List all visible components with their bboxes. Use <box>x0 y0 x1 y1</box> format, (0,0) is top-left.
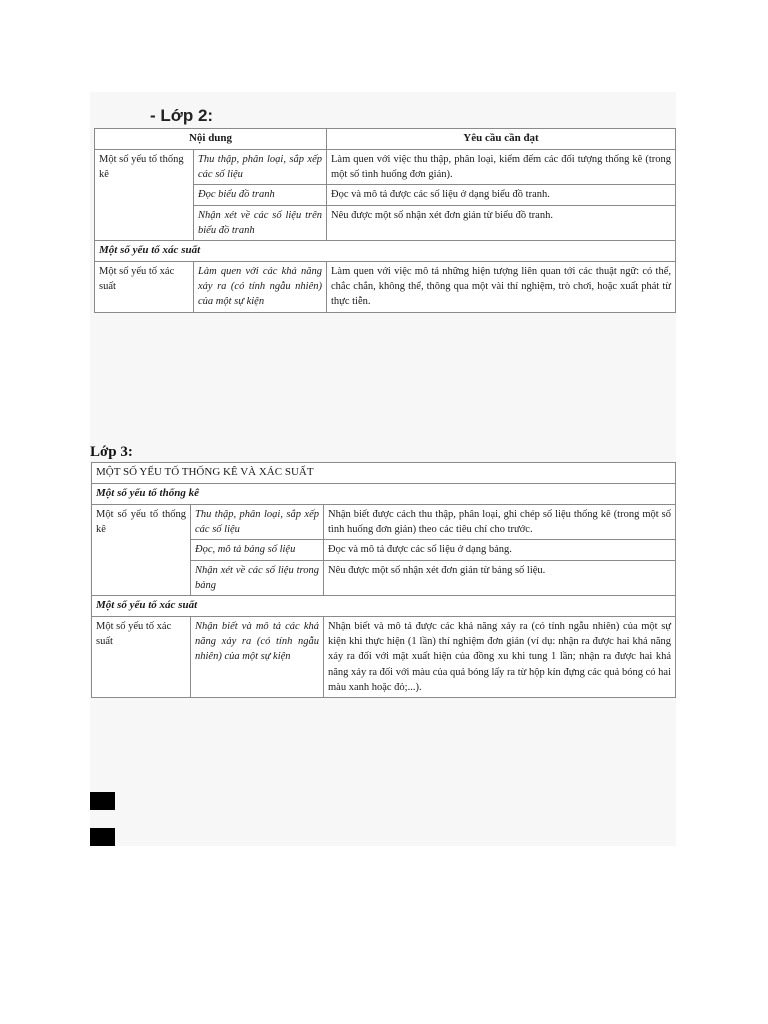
topic-cell: Một số yếu tố thống kê <box>92 504 191 595</box>
table-row <box>92 616 676 697</box>
topic-cell: Một số yếu tố xác suất <box>92 616 191 697</box>
topic-cell: Một số yếu tố xác suất <box>95 261 194 312</box>
section-title: Một số yếu tố xác suất <box>92 595 676 616</box>
content-cell: Thu thập, phân loại, sắp xếp các số liệu <box>194 149 327 184</box>
requirement-cell: Đọc và mô tả được các số liệu ở dạng biểu đồ tranh. <box>327 185 676 205</box>
table-row <box>92 504 676 539</box>
content-cell: Thu thập, phân loại, sắp xếp các số liệu <box>191 504 324 539</box>
lop2-table <box>94 128 676 313</box>
section-title: Một số yếu tố xác suất <box>95 241 676 262</box>
table-title: MỘT SỐ YẾU TỐ THỐNG KÊ VÀ XÁC SUẤT <box>92 463 676 484</box>
content-cell: Nhận xét về các số liệu trong bảng <box>191 560 324 595</box>
requirement-cell: Nhận biết được cách thu thập, phân loại, ghi chép số liệu thống kê (trong một số tình huống đơn giản) theo các tiêu chí cho trước. <box>324 504 676 539</box>
content-cell: Nhận xét về các số liệu trên biểu đồ tranh <box>194 205 327 240</box>
table-row <box>95 149 676 184</box>
title-row <box>92 463 676 484</box>
table-header-row <box>95 129 676 150</box>
section-row <box>95 241 676 262</box>
table-row <box>95 261 676 312</box>
requirement-cell: Đọc và mô tả được các số liệu ở dạng bảng. <box>324 540 676 560</box>
requirement-cell: Nêu được một số nhận xét đơn giản từ bảng số liệu. <box>324 560 676 595</box>
section-row <box>92 595 676 616</box>
section-row <box>92 483 676 504</box>
header-yeu-cau: Yêu cầu cần đạt <box>327 129 676 150</box>
section-title: Một số yếu tố thống kê <box>92 483 676 504</box>
lop3-table <box>91 462 676 698</box>
requirement-cell: Làm quen với việc mô tả những hiện tượng liên quan tới các thuật ngữ: có thể, chắc chắn, không thể, thông qua một vài thí nghiệm, trò chơi, hoặc xuất phát từ thực tiễn. <box>327 261 676 312</box>
topic-cell: Một số yếu tố thống kê <box>95 149 194 240</box>
requirement-cell: Nhận biết và mô tả được các khả năng xảy ra (có tính ngẫu nhiên) của một sự kiện khi thực hiện (1 lần) thí nghiệm đơn giản (ví dụ: nhận ra được hai khả năng xảy ra đối với mặt xuất hiện của đồng xu khi tung 1 lần; nhận ra được hai khả năng xảy ra đối với màu của quả bóng lấy ra từ hộp kín đựng các quả bóng có hai màu xanh hoặc đỏ;...). <box>324 616 676 697</box>
content-cell: Đọc, mô tả bảng số liệu <box>191 540 324 560</box>
content-cell: Nhận biết và mô tả các khả năng xảy ra (có tính ngẫu nhiên) của một sự kiện <box>191 616 324 697</box>
lop3-heading: Lớp 3: <box>90 444 133 460</box>
header-noi-dung: Nội dung <box>95 129 327 150</box>
black-box <box>90 792 115 810</box>
content-cell: Làm quen với các khả năng xảy ra (có tính ngẫu nhiên) của một sự kiện <box>194 261 327 312</box>
requirement-cell: Nêu được một số nhận xét đơn giản từ biểu đồ tranh. <box>327 205 676 240</box>
requirement-cell: Làm quen với việc thu thập, phân loại, kiểm đếm các đối tượng thống kê (trong một số tình huống đơn giản). <box>327 149 676 184</box>
lop2-heading: - Lớp 2: <box>150 106 214 125</box>
content-cell: Đọc biểu đồ tranh <box>194 185 327 205</box>
black-box <box>90 828 115 846</box>
